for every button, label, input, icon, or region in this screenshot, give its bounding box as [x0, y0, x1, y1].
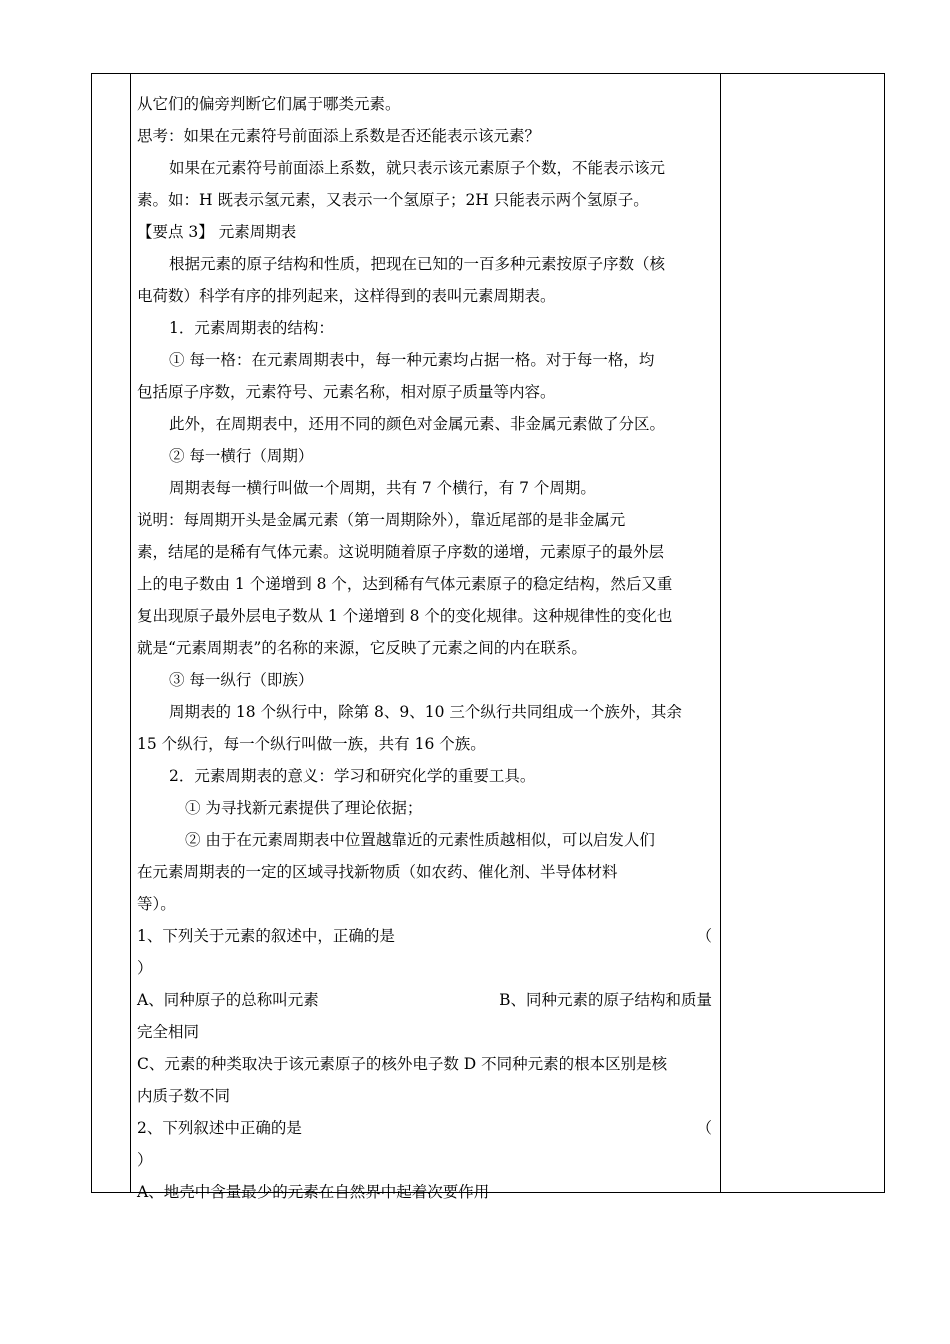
- text-line: 思考：如果在元素符号前面添上系数是否还能表示该元素？: [137, 127, 541, 145]
- text-line: 根据元素的原子结构和性质，把现在已知的一百多种元素按原子序数（核: [169, 255, 666, 273]
- answer-paren-open: （: [696, 927, 712, 945]
- answer-paren-close: ）: [137, 959, 153, 977]
- text-line: ② 每一横行（周期）: [169, 447, 314, 465]
- text-line: ① 每一格：在元素周期表中，每一种元素均占据一格。对于每一格，均: [169, 351, 655, 369]
- option-b-continued: 完全相同: [137, 1023, 200, 1041]
- text-line: 包括原子序数，元素符号、元素名称，相对原子质量等内容。: [137, 383, 556, 401]
- question-1-stem: 1、下列关于元素的叙述中，正确的是: [137, 927, 395, 945]
- text-line: 在元素周期表的一定的区域寻找新物质（如农药、催化剂、半导体材料: [137, 863, 618, 881]
- option-b: B、同种元素的原子结构和质量: [499, 991, 712, 1009]
- question-2-stem-row: [137, 1112, 712, 1144]
- option-d-continued: 内质子数不同: [137, 1087, 231, 1105]
- question-1-stem-row: [137, 920, 712, 952]
- text-line: 周期表的 18 个纵行中，除第 8、9、10 三个纵行共同组成一个族外，其余: [169, 703, 682, 721]
- lesson-content: [137, 88, 712, 1208]
- text-line: 从它们的偏旁判断它们属于哪类元素。: [137, 95, 401, 113]
- text-line: 上的电子数由 1 个递增到 8 个，达到稀有气体元素原子的稳定结构，然后又重: [137, 575, 673, 593]
- text-line: ① 为寻找新元素提供了理论依据；: [185, 799, 423, 817]
- text-line: 素，结尾的是稀有气体元素。这说明随着原子序数的递增，元素原子的最外层: [137, 543, 665, 561]
- answer-paren-close: ）: [137, 1151, 153, 1169]
- option-a: A、地壳中含量最少的元素在自然界中起着次要作用: [137, 1183, 490, 1201]
- option-cd: C、元素的种类取决于该元素原子的核外电子数 D 不同种元素的根本区别是核: [137, 1055, 668, 1073]
- answer-paren-open: （: [696, 1119, 712, 1137]
- text-line: 说明：每周期开头是金属元素（第一周期除外），靠近尾部的是非金属元: [137, 511, 626, 529]
- option-a: A、同种原子的总称叫元素: [137, 991, 319, 1009]
- text-line: 周期表每一横行叫做一个周期，共有 7 个横行，有 7 个周期。: [169, 479, 596, 497]
- text-line: 素。如：H 既表示氢元素，又表示一个氢原子；2H 只能表示两个氢原子。: [137, 191, 649, 209]
- question-2-stem: 2、下列叙述中正确的是: [137, 1119, 302, 1137]
- text-line: 1．元素周期表的结构：: [169, 319, 334, 337]
- text-line: 15 个纵行，每一个纵行叫做一族，共有 16 个族。: [137, 735, 486, 753]
- text-line: ② 由于在元素周期表中位置越靠近的元素性质越相似，可以启发人们: [185, 831, 655, 849]
- text-line: 电荷数）科学有序的排列起来，这样得到的表叫元素周期表。: [137, 287, 556, 305]
- text-line: 如果在元素符号前面添上系数，就只表示该元素原子个数，不能表示该元: [169, 159, 666, 177]
- column-divider-left: [130, 74, 131, 1192]
- question-1-options-ab: [137, 984, 712, 1016]
- text-line: 复出现原子最外层电子数从 1 个递增到 8 个的变化规律。这种规律性的变化也: [137, 607, 673, 625]
- text-line: 就是“元素周期表”的名称的来源，它反映了元素之间的内在联系。: [137, 639, 587, 657]
- text-line: 等）。: [137, 895, 176, 913]
- text-line: ③ 每一纵行（即族）: [169, 671, 314, 689]
- text-line: 2．元素周期表的意义：学习和研究化学的重要工具。: [169, 767, 536, 785]
- text-line: 此外，在周期表中，还用不同的颜色对金属元素、非金属元素做了分区。: [169, 415, 666, 433]
- section-heading: 【要点 3】 元素周期表: [137, 223, 297, 241]
- column-divider-right: [720, 74, 721, 1192]
